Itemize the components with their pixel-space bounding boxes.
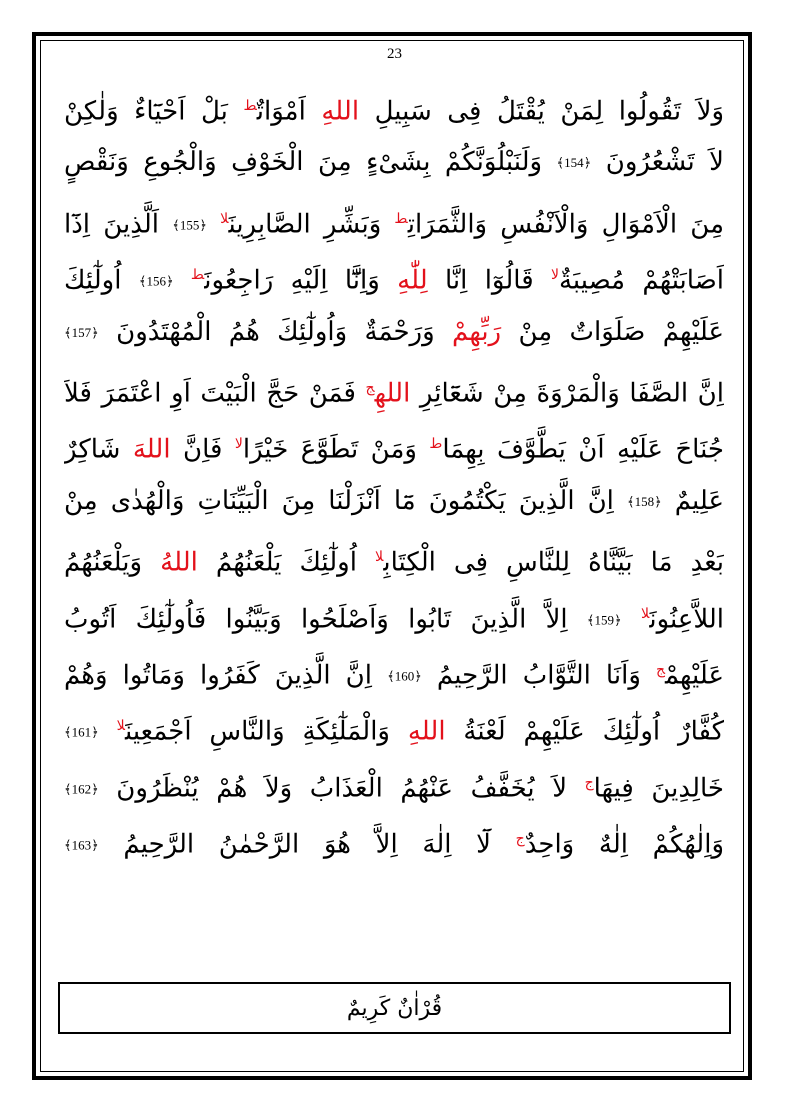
pause-mark: ط	[190, 267, 205, 284]
verse-number-marker: ﴿155﴾	[172, 217, 207, 233]
verse-line	[64, 755, 724, 811]
pause-mark: ج	[584, 774, 594, 791]
verse-text: عَلَيْهِمْ	[665, 660, 724, 691]
divine-name-highlight: اللهُ	[160, 547, 198, 578]
verse-text: اَمْوَاتٌ	[256, 96, 322, 127]
verse-text: وَلاَ تَقُولُوا لِمَنْ يُقْتَلُ فِى سَبِيلِ	[359, 96, 724, 127]
verse-text: وَرَحْمَةٌ وَاُولٰٓئِكَ هُمُ الْمُهْتَدُونَ	[98, 316, 453, 347]
verse-line	[64, 134, 724, 190]
verse-text: بَلْ اَحْيَٓاءٌ وَلٰكِنْ	[64, 96, 244, 127]
verse-text: لاَ يُخَفَّفُ عَنْهُمُ الْعَذَابُ وَلاَ هُمْ يُنْظَرُونَ	[98, 773, 585, 804]
verse-text: عَلَيْهِمْ صَلَوَاتٌ مِنْ	[501, 316, 724, 347]
verse-line	[64, 416, 724, 472]
pause-mark: لا	[550, 267, 559, 284]
pause-mark: ط	[243, 98, 257, 114]
verse-text: شَاكِرٌ	[64, 435, 133, 465]
verse-text: مِنَ الْاَمْوَالِ وَالْاَنْفُسِ وَالثَّمَرَاتِ	[407, 209, 724, 240]
pause-mark: ج	[515, 831, 525, 848]
divine-name-highlight: اللهِ	[374, 378, 411, 409]
divine-name-highlight: لِلّٰهِ	[397, 265, 428, 296]
pause-mark: لا	[374, 549, 384, 566]
verse-line	[64, 473, 724, 529]
verse-number-marker: ﴿161﴾	[64, 724, 99, 740]
verse-text: وَيَلْعَنُهُمُ	[64, 547, 161, 578]
pause-mark: لا	[234, 436, 243, 453]
verse-text: بَعْدِ مَا بَيَّنَّاهُ لِلنَّاسِ فِى الْكِتَابِ	[383, 547, 724, 578]
page-number: 23	[387, 46, 402, 62]
verse-text: اِنَّ الَّذِينَ يَكْتُمُونَ مَٓا اَنْزَلْنَا مِنَ الْبَيِّنَاتِ وَالْهُدٰى مِنْ	[64, 485, 627, 516]
divine-name-highlight: رَبِّهِمْ	[452, 316, 502, 347]
footer-title: قُرْاٰنٌ كَرِيمٌ	[346, 995, 443, 1021]
divine-name-highlight: اللهِ	[321, 96, 360, 127]
verse-text: جُنَاحَ عَلَيْهِ اَنْ يَطَّوَّفَ بِهِمَا	[442, 435, 724, 465]
verse-text: لاَ تَشْعُرُونَ	[591, 147, 724, 178]
verse-text: اِلاَّ الَّذِينَ تَابُوا وَاَصْلَحُوا وَبَيَّنُوا فَاُولٰٓئِكَ اَتُوبُ	[64, 604, 587, 635]
pause-mark: لا	[116, 718, 125, 735]
verse-text: اَصَابَتْهُمْ مُصِيبَةٌ	[558, 265, 724, 296]
verse-text: اَلَّذِينَ اِذَٓا	[64, 209, 173, 240]
verse-line	[64, 529, 724, 585]
pause-mark: ط	[394, 210, 408, 227]
verse-text: عَلِيمٌ	[661, 485, 724, 516]
verse-text	[622, 604, 641, 634]
verse-text	[207, 209, 220, 239]
pause-mark: ط	[429, 436, 443, 453]
verse-number-marker: ﴿154﴾	[556, 155, 592, 171]
verse-line	[64, 811, 724, 867]
pause-mark: لا	[640, 605, 650, 622]
verse-text: وَالْمَلٰٓئِكَةِ وَالنَّاسِ اَجْمَعِينَ	[124, 716, 408, 747]
verse-text-block	[64, 78, 724, 867]
verse-text: وَمَنْ تَطَوَّعَ خَيْرًا	[242, 435, 430, 465]
verse-text	[99, 717, 117, 747]
verse-number-marker: ﴿157﴾	[64, 324, 99, 340]
footer-box	[58, 982, 731, 1034]
pause-mark: ج	[365, 379, 375, 396]
pause-mark: ج	[655, 661, 666, 678]
verse-number-marker: ﴿163﴾	[64, 837, 99, 853]
verse-text: اِنَّ الَّذِينَ كَفَرُوا وَمَاتُوا وَهُمْ	[64, 660, 388, 691]
verse-line	[64, 698, 724, 754]
verse-text: فَمَنْ حَجَّ الْبَيْتَ اَوِ اعْتَمَرَ فَلاَ	[64, 378, 366, 409]
verse-number-marker: ﴿158﴾	[626, 493, 662, 509]
verse-line	[64, 191, 724, 247]
verse-text: خَالِدِينَ فِيهَا	[593, 773, 724, 804]
verse-text: فَاِنَّ	[170, 435, 235, 465]
divine-name-highlight: اللهِ	[407, 716, 446, 747]
verse-line	[64, 586, 724, 642]
verse-text: اللاَّعِنُونَ	[649, 604, 724, 635]
verse-text: كُفَّارٌ اُولٰٓئِكَ عَلَيْهِمْ لَعْنَةُ	[445, 716, 724, 747]
verse-text: لَٓا اِلٰهَ اِلاَّ هُوَ الرَّحْمٰنُ الرَّحِيمُ	[98, 829, 516, 860]
verse-text: وَاِلٰهُكُمْ اِلٰهٌ وَاحِدٌ	[524, 829, 724, 860]
verse-line	[64, 642, 724, 698]
pause-mark: لا	[220, 210, 229, 227]
verse-line	[64, 78, 724, 134]
verse-text: وَلَنَبْلُوَنَّكُمْ بِشَىْءٍ مِنَ الْخَوْفِ وَالْجُوعِ وَنَقْصٍ	[64, 147, 557, 178]
verse-number-marker: ﴿159﴾	[586, 611, 622, 627]
verse-text: وَاَنَا التَّوَّابُ الرَّحِيمُ	[421, 660, 656, 691]
verse-number-marker: ﴿156﴾	[138, 273, 174, 289]
verse-text	[174, 266, 191, 296]
verse-text: اُولٰٓئِكَ	[64, 265, 139, 296]
verse-line	[64, 360, 724, 416]
verse-line	[64, 304, 724, 360]
verse-number-marker: ﴿160﴾	[387, 668, 422, 684]
verse-text: اُولٰٓئِكَ يَلْعَنُهُمُ	[197, 547, 375, 578]
verse-text: وَاِنَّٓا اِلَيْهِ رَاجِعُونَ	[204, 265, 398, 296]
verse-text: وَبَشِّرِ الصَّابِرِينَ	[228, 209, 395, 240]
divine-name-highlight: اللهَ	[132, 435, 171, 465]
verse-text: اِنَّ الصَّفَا وَالْمَرْوَةَ مِنْ شَعَٓائِرِ	[410, 378, 724, 409]
verse-text: قَالُوٓا اِنَّا	[427, 265, 551, 296]
verse-number-marker: ﴿162﴾	[64, 781, 99, 797]
verse-line	[64, 247, 724, 303]
